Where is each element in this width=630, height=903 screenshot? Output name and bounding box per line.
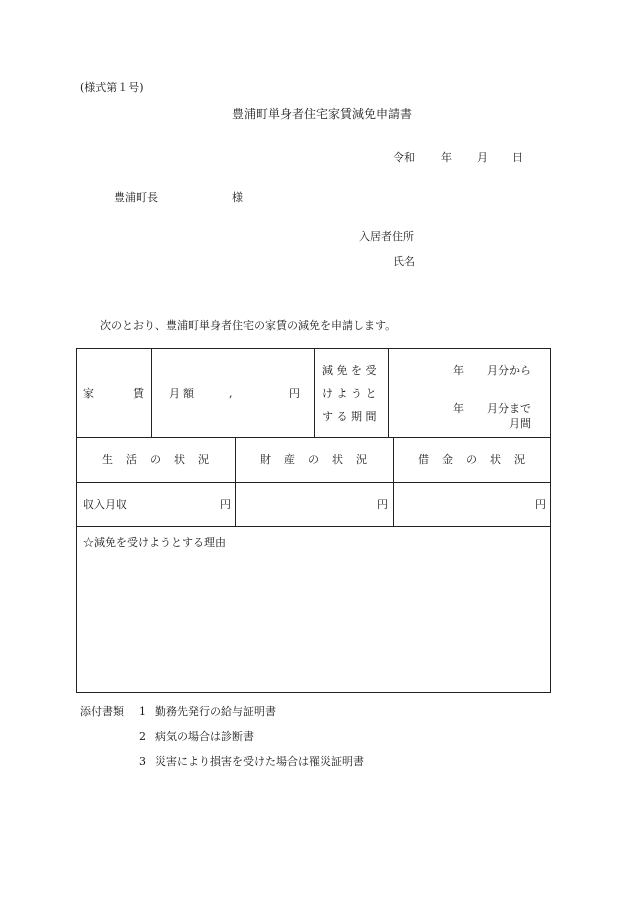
- application-table: [76, 348, 551, 693]
- header-char: 借: [418, 453, 429, 466]
- rent-label-2: 賃: [133, 387, 144, 400]
- period-label-line-3: す る 期 間: [322, 410, 377, 423]
- date-month: 月: [477, 151, 488, 164]
- attachment-num: 1: [139, 705, 146, 718]
- header-char: の: [466, 453, 477, 466]
- income-yen-living: 円: [220, 498, 231, 511]
- date-day: 日: [512, 151, 523, 164]
- attachment-text: 勤務先発行の給与証明書: [155, 705, 276, 718]
- date-era: 令和: [393, 151, 415, 164]
- intro-text: 次のとおり、豊浦町単身者住宅の家賃の減免を申請します。: [100, 319, 397, 332]
- addressee-name: 豊浦町長: [114, 191, 158, 204]
- period-label-line-2: け よ う と: [322, 387, 377, 400]
- header-char: 生: [102, 453, 113, 466]
- table-divider: [314, 349, 315, 437]
- applicant-address-label: 入居者住所: [359, 230, 414, 243]
- header-char: 況: [514, 453, 525, 466]
- attachment-text: 病気の場合は診断書: [155, 730, 254, 743]
- period-label-line-1: 減 免 を 受: [322, 364, 377, 377]
- header-char: の: [150, 453, 161, 466]
- reason-label: ☆減免を受けようとする理由: [83, 536, 226, 549]
- applicant-name-label: 氏名: [393, 255, 415, 268]
- table-divider: [151, 349, 152, 437]
- monthly-comma: ,: [229, 387, 233, 400]
- table-divider: [388, 349, 389, 437]
- period-from-year: 年: [453, 364, 464, 377]
- addressee-honorific: 様: [232, 191, 243, 204]
- header-char: 状: [332, 453, 343, 466]
- monthly-label: 月額: [169, 387, 197, 400]
- attachment-num: 3: [139, 755, 146, 768]
- header-char: 状: [490, 453, 501, 466]
- header-char: 況: [356, 453, 367, 466]
- attachment-num: 2: [139, 730, 146, 743]
- header-char: の: [308, 453, 319, 466]
- table-divider: [77, 482, 550, 483]
- period-to-year: 年: [453, 402, 464, 415]
- period-from-month: 月分から: [487, 364, 531, 377]
- header-char: 状: [174, 453, 185, 466]
- header-char: 財: [260, 453, 271, 466]
- form-number: (様式第１号): [80, 81, 144, 94]
- period-months: 月間: [509, 417, 531, 430]
- table-divider: [77, 526, 550, 527]
- header-char: 金: [442, 453, 453, 466]
- header-char: 活: [126, 453, 137, 466]
- document-title: 豊浦町単身者住宅家賃減免申請書: [232, 107, 413, 121]
- table-divider: [235, 437, 236, 526]
- monthly-yen: 円: [289, 387, 300, 400]
- income-yen-assets: 円: [377, 498, 388, 511]
- attachment-text: 災害により損害を受けた場合は罹災証明書: [155, 755, 364, 768]
- rent-label-1: 家: [83, 387, 94, 400]
- header-char: 産: [284, 453, 295, 466]
- period-to-month: 月分まで: [487, 402, 531, 415]
- date-year: 年: [441, 151, 452, 164]
- table-divider: [393, 437, 394, 526]
- income-label: 収入月収: [83, 498, 127, 511]
- table-divider: [77, 437, 550, 438]
- attachments-label: 添付書類: [80, 705, 124, 718]
- income-yen-debt: 円: [535, 498, 546, 511]
- header-char: 況: [198, 453, 209, 466]
